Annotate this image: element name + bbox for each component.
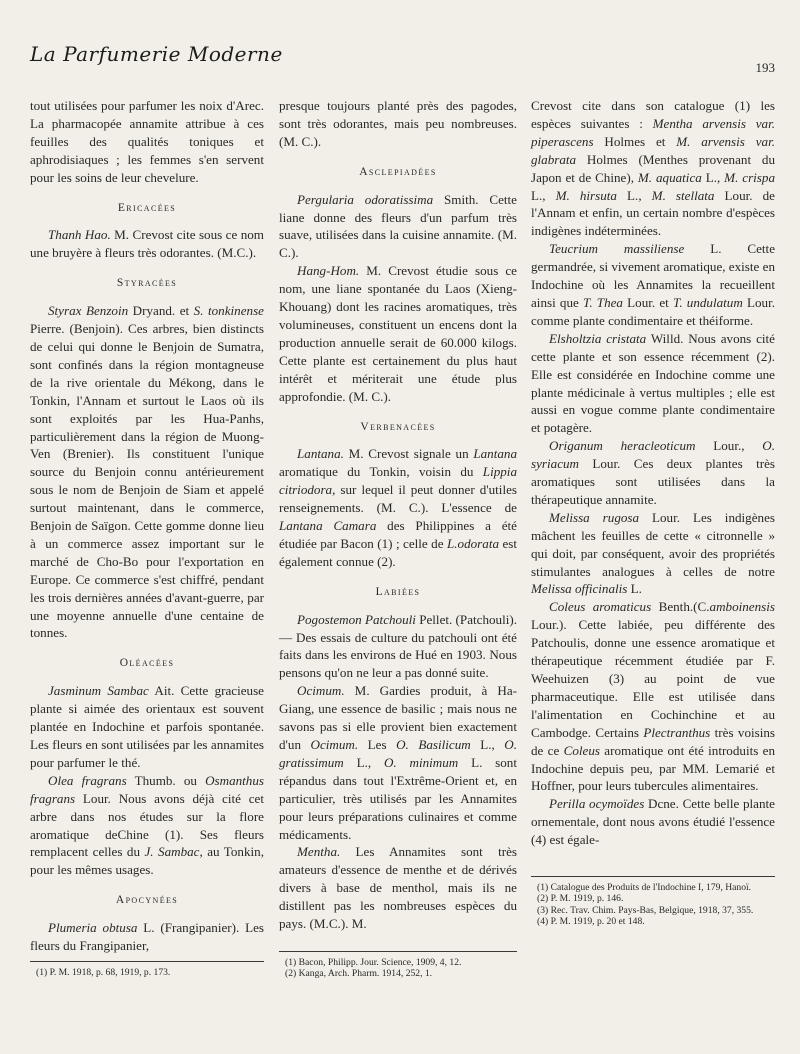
text: des Philippines a été étudiée par Bacon (1) ; celle de: [279, 518, 517, 551]
species-name: Lantana.: [297, 446, 344, 462]
text: Lour. Nous avons déjà cité cet arbre dans nos études sur la flore aromatique deChine (1). Ses fleurs remplacent celles du: [30, 790, 264, 860]
species-name: J. Sambac,: [144, 844, 203, 860]
footnote-divider: [30, 961, 264, 962]
species-name: Melissa officinalis: [531, 581, 628, 597]
footnote: (2) P. M. 1919, p. 146.: [537, 893, 624, 905]
text: L.,: [616, 187, 652, 203]
species-name: T. undulatum: [673, 294, 743, 310]
article-body: [30, 97, 775, 1022]
species-name: O. syriacum: [531, 438, 775, 472]
species-name: Origanum heracleoticum: [549, 438, 696, 454]
text: L.: [627, 581, 642, 597]
section-heading-ericacees: Ericacées: [117, 201, 177, 214]
species-name: Thanh Hao.: [48, 227, 111, 243]
footnote-divider: [279, 951, 517, 952]
species-name: Teucrium massiliense: [549, 241, 685, 257]
species-name: Mentha arvensis var. piperascens: [531, 115, 775, 149]
paragraph: [30, 772, 264, 879]
species-name: amboinensis: [709, 599, 775, 615]
text: Holmes et: [593, 133, 677, 149]
species-name: O. Basilicum: [396, 737, 471, 752]
section-heading-apocynees: Apocynées: [115, 894, 179, 907]
text: M. Gardies produit, à Ha-Giang, une essence de basilic ; mais nous ne savons pas si elle provient bien exactement d'un: [279, 683, 517, 752]
footnote: (1) Bacon, Philipp. Jour. Science, 1909, 4, 12.: [285, 957, 462, 968]
text: Lour.). Cette labiée, peu différente des Patchoulis, donne une essence aromatique et thérapeutique récemment étudiée par F. Weehuizen (3) au point de vue pharmaceutique. Elle est utilisée dans l'alimentation en Cochinchine et au Cambodge. Certains: [531, 617, 775, 740]
text: aromatique ont été introduits en Indochine depuis peu, par MM. Lemarié et Hoffner, pour leurs tubercules alimentaires.: [531, 742, 775, 794]
footnote: (2) Kanga, Arch. Pharm. 1914, 252, 1.: [285, 968, 433, 980]
species-name: Melissa rugosa: [549, 509, 640, 525]
paragraph: [279, 445, 517, 570]
paragraph: presque toujours planté près des pagodes, sont très odorantes, mais peu nombreuses. (M. C.).: [279, 98, 517, 149]
species-name: Coleus: [563, 742, 600, 758]
footnotes-column-3: [531, 882, 775, 927]
paragraph: [30, 226, 264, 262]
text: M. Crevost signale un: [343, 446, 474, 462]
species-name: M. arvensis var. glabrata: [531, 133, 775, 167]
text: Lour. de l'Annam et enfin, un certain nombre d'espèces indigènes indéterminées.: [531, 187, 775, 239]
footnote: (3) Rec. Trav. Chim. Pays-Bas, Belgique, 1918, 37, 355.: [537, 904, 754, 916]
paragraph: [279, 611, 517, 683]
text: Lour. Ces deux plantes très aromatiques sont utilisées dans la thérapeutique annamite.: [531, 456, 775, 507]
text: est également connue (2).: [279, 535, 517, 569]
paragraph: [279, 843, 517, 933]
column-1: [30, 97, 264, 1022]
species-name: M. stellata: [651, 187, 715, 203]
paragraph: [279, 262, 517, 405]
text: Lour. et: [622, 294, 674, 310]
species-name: Pogostemon Patchouli: [297, 611, 416, 627]
species-name: M. aquatica: [637, 169, 702, 185]
species-name: Hang-Hom.: [297, 263, 360, 279]
species-name: O. minimum: [383, 754, 459, 770]
paragraph: [531, 795, 775, 849]
species-name: M. hirsuta: [555, 187, 617, 203]
text: Benth.(C.: [651, 599, 710, 615]
footnote: (1) P. M. 1918, p. 68, 1919, p. 173.: [36, 967, 171, 978]
paragraph: [279, 682, 517, 843]
footnotes-column-2: [279, 957, 517, 980]
text: Les Annamites sont très amateurs d'essence de menthe et de dérivés divers à base de menthol, mais ils ne distillent pas les nombreuses espèces du pays. (M.C.). M.: [279, 844, 517, 932]
species-name: Coleus aromaticus: [549, 599, 652, 615]
text: Dcne. Cette belle plante ornementale, dont nous avons étudié l'essence (4) est égale-: [531, 796, 775, 848]
paragraph: [531, 509, 775, 599]
text: L.,: [531, 187, 556, 203]
footnote-divider: [531, 876, 775, 877]
text: au Tonkin, pour les mêmes usages.: [30, 844, 264, 878]
text: Ait. Cette gracieuse plante si aimée des orientaux est souvent plantée en Indochine et parfois spontanée. Les fleurs en sont utilisées par les annamites pour parfumer le thé.: [30, 683, 264, 770]
species-name: M. crispa: [724, 169, 775, 185]
text: Lour. Les indigènes mâchent les feuilles de cette « citronnelle » qui doit, par conséquent, avoir des propriétés stimulantes analogues à celles de notre: [531, 509, 775, 579]
text: L. Cette germandrée, si vivement aromatique, existe en Indochine où les Annamites la recueillent ainsi que: [531, 241, 776, 310]
section-heading-labiees: Labiées: [375, 585, 421, 598]
text: L.,: [343, 754, 384, 770]
paragraph: [30, 682, 264, 772]
text: Willd. Nous avons cité cette plante et son essence récemment (2). Elle est considérée en Indochine comme une plante médicinale à vertus multiples ; elle est aussi en vogue comme plante condimentaire et potagère.: [531, 330, 775, 436]
paragraph: [531, 330, 775, 437]
species-name: O. gratissimum: [279, 737, 518, 770]
paragraph: [30, 302, 264, 642]
species-name: Olea fragrans: [48, 772, 127, 788]
species-name: Jasminum Sambac: [48, 683, 149, 699]
species-name: T. Thea: [583, 294, 623, 310]
text: Holmes (Menthes provenant du Japon et de Chine),: [531, 151, 775, 185]
text: Crevost cite dans son catalogue (1) les espèces suivantes :: [531, 98, 775, 131]
text: M. Crevost étudie sous ce nom, une liane spontanée du Laos (Xieng-Khouang) dont les racines aromatiques, très volumineuses, constituent un encens dont la production annuelle serait de 60.000 kilogs. Cette plante est certainement du plus haut intérêt et mériterait une étude plus approfondie. (M. C.).: [279, 263, 517, 404]
species-name: S. tonkinense: [193, 303, 264, 319]
footnote: (4) P. M. 1919, p. 20 et 148.: [537, 915, 645, 927]
species-name: Lippia citriodora,: [279, 464, 517, 498]
column-2: [279, 97, 517, 1022]
text: Lour. comme plante condimentaire et théiforme.: [531, 294, 776, 328]
species-name: Plumeria obtusa: [48, 920, 138, 936]
paragraph: [30, 919, 264, 955]
section-heading-oleacees: Oléacées: [119, 657, 175, 670]
species-name: Lantana Camara: [279, 518, 377, 534]
text: M. Crevost cite sous ce nom une bruyère à fleurs très odorantes. (M.C.).: [30, 227, 264, 261]
species-name: Osmanthus fragrans: [30, 772, 264, 806]
text: Thumb. ou: [126, 772, 206, 788]
species-name: Perilla ocymoïdes: [549, 796, 645, 812]
paragraph: tout utilisées pour parfumer les noix d'Arec. La pharmacopée annamite attribue à ces feuilles des qualités toniques et aphrodisiaques ; les femmes s'en servent pour les soins de leur chevelure.: [30, 98, 264, 185]
page-number: 193: [755, 60, 775, 75]
text: L. sont répandus dans tout l'Extrême-Orient et, en particulier, très utilisés par les Annamites pour leurs préparations culinaires et comme médicaments.: [279, 754, 517, 842]
text: sur lequel il peut donner d'utiles renseignements. (M. C.). L'essence de: [279, 482, 517, 516]
text: L. (Frangipanier). Les fleurs du Frangipanier,: [30, 920, 264, 954]
species-name: Mentha.: [297, 844, 341, 860]
section-heading-asclepiadees: Asclepiadées: [359, 165, 437, 178]
text: Lour.,: [695, 438, 763, 454]
species-name: Plectranthus: [643, 724, 711, 740]
paragraph: [279, 191, 517, 263]
species-name: L.odorata: [446, 535, 500, 551]
species-name: Lantana: [473, 446, 517, 462]
text: Les: [358, 737, 397, 752]
species-name: Ocimum.: [297, 683, 345, 699]
paragraph: [531, 97, 775, 240]
paragraph: [531, 240, 775, 330]
text: Pellet. (Patchouli).— Des essais de culture du patchouli ont été faits dans les environs de Hué en 1903. Nous pensons qu'on ne leur a pas donné suite.: [279, 611, 518, 681]
footnote: (1) Catalogue des Produits de l'Indochine I, 179, Hanoï.: [537, 882, 752, 893]
species-name: Styrax Benzoin: [48, 303, 129, 319]
paragraph: [531, 437, 775, 509]
paragraph: [531, 598, 775, 795]
text: Dryand. et: [128, 303, 194, 319]
text: très voisins de ce: [531, 724, 776, 758]
text: Pierre. (Benjoin). Ces arbres, bien distincts de celui qui donne le Benjoin de Sumatra, sont confinés dans la région montagneuse de la rive orientale du Mékong, dans le Tonkin, l'Annam et surtout le Laos où ils sont exploités par les Hua-Panhs, particulièrement dans la région de Muong-Ven (Brenier). Ils constituent l'unique source du Benjoin connu antérieurement sous le nom de Benjoin de Siam et appelé surtout maintenant, dans le commerce, Benjoin de Saïgon. Cette gomme donne lieu à un commerce assez important sur le marché de Cho-Bo pour l'exportation en Europe. Ce commerce s'est chiffré, pendant les trois dernières années d'avant-guerre, par une moyenne annuelle d'une centaine de tonnes.: [30, 321, 264, 641]
species-name: Elsholtzia cristata: [549, 330, 647, 346]
text: Smith. Cette liane donne des fleurs d'un parfum très suave, utilisées dans la cuisine annamite. (M. C.).: [279, 191, 517, 261]
text: L.,: [470, 737, 505, 752]
species-name: Pergularia odoratissima: [297, 191, 434, 207]
page-header: [30, 38, 775, 88]
footnotes-column-1: [30, 967, 264, 978]
section-heading-styracees: Styracées: [116, 277, 178, 290]
species-name: Ocimum.: [310, 737, 359, 752]
text: aromatique du Tonkin, voisin du: [279, 464, 483, 480]
journal-title: La Parfumerie Moderne: [30, 42, 283, 66]
section-heading-verbenacees: Verbenacées: [360, 420, 436, 433]
text: L.,: [701, 169, 725, 185]
